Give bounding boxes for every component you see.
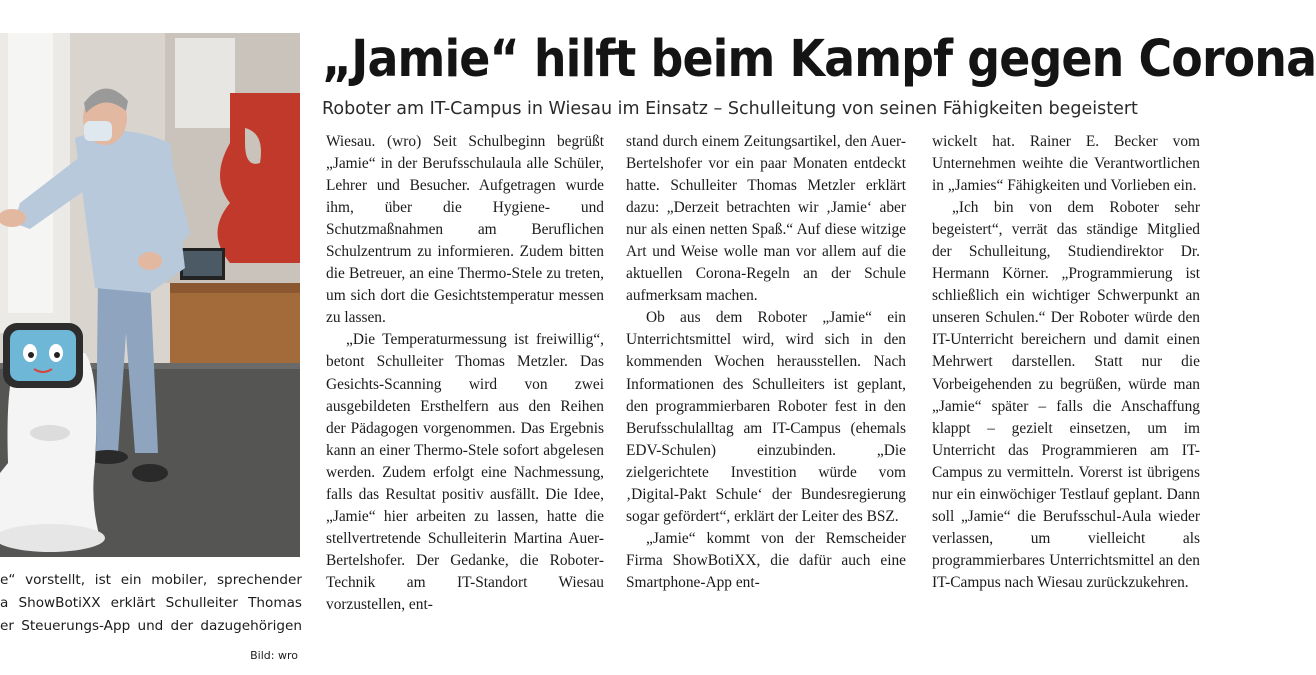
paragraph: wickelt hat. Rainer E. Becker vom Unternehmen weihte die Verantwortlichen in „Jamies“ Fähigkeiten und Vorlieben ein. (932, 133, 1200, 195)
caption-line: er Steuerungs-App und der dazugehörigen (0, 618, 302, 634)
photo-caption (0, 569, 302, 638)
caption-line: a ShowBotiXX erklärt Schulleiter Thomas (0, 595, 302, 611)
headline: „Jamie“ hilft beim Kampf gegen Corona (322, 30, 1316, 89)
paragraph: „Jamie“ kommt von der Remscheider Firma ShowBotiXX, die dafür auch eine Smartphone-App ent- (626, 529, 906, 591)
photo-credit: Bild: wro (250, 649, 298, 662)
paragraph: Ob aus dem Roboter „Jamie“ ein Unterrichtsmittel wird, wird sich in den kommenden Wochen herausstellen. Nach Informationen des Schulleiters ist geplant, den programmierbaren Roboter fest in den Berufsschulalltag am IT-Campus (ehemals EDV-Schulen) einzubinden. „Die zielgerichtete Investition würde vom ‚Digital-Pakt Schule‘ der Bundesregierung sogar gefördert“, erklärt der Leiter des BSZ. (626, 309, 906, 525)
caption-line: e“ vorstellt, ist ein mobiler, sprechender (0, 572, 302, 588)
photo-robot-and-teacher (0, 33, 300, 557)
paragraph: stand durch einem Zeitungsartikel, den Auer-Bertelshofer vor ein paar Monaten entdeckt hatte. Schulleiter Thomas Metzler erklärt dazu: „Derzeit betrachten wir ‚Jamie‘ aber nur als einen netten Spaß.“ Auf diese witzige Art und Weise wolle man vor allem auf die aktuellen Corona-Regeln an der Schule aufmerksam machen. (626, 133, 906, 305)
paragraph: „Ich bin von dem Roboter sehr begeistert“, verrät das ständige Mitglied der Schulleitung, Studiendirektor Dr. Hermann Körner. „Programmierung ist schließlich ein wichtiger Schwerpunkt an unseren Schulen.“ Der Roboter würde den IT-Unterricht bereichern und damit einen Mehrwert darstellen. Statt nur die Vorbeigehenden zu begrüßen, würde man „Jamie“ später – falls die Anschaffung klappt – gezielt einsetzen, um im Unterricht das Programmieren am IT-Campus zu vermitteln. Vorerst ist übrigens nur ein einwöchiger Testlauf geplant. Dann soll „Jamie“ die Berufsschul-Aula wieder verlassen, um vielleicht als programmierbares Unterrichtsmittel an den IT-Campus nach Wiesau zurückzukehren. (932, 199, 1200, 591)
article-column-1 (326, 131, 604, 651)
paragraph: Wiesau. (wro) Seit Schulbeginn begrüßt „Jamie“ in der Berufsschulaula alle Schüler, Lehrer und Besucher. Aufgetragen wurde ihm, über die Hygiene- und Schutzmaßnahmen am Beruflichen Schulzentrum zu informieren. Zudem bitten die Betreuer, an eine Thermo-Stele zu treten, um sich dort die Gesichtstemperatur messen zu lassen. (326, 133, 604, 327)
subheadline: Roboter am IT-Campus in Wiesau im Einsatz – Schulleitung von seinen Fähigkeiten begeistert (322, 99, 1138, 119)
article-column-2 (626, 131, 906, 651)
article-photo (0, 33, 300, 557)
paragraph: „Die Temperaturmessung ist freiwillig“, betont Schulleiter Thomas Metzler. Das Gesichts-Scanning wird von zwei ausgebildeten Ersthelfern aus den Reihen der Pädagogen vorgenommen. Das Ergebnis kann an einer Thermo-Stele sofort abgelesen werden. Zudem erfolgt eine Nachmessung, falls das Resultat positiv ausfällt. Die Idee, „Jamie“ hier arbeiten zu lassen, hatte die stellvertretende Schulleiterin Martina Auer-Bertelshofer. Der Gedanke, die Roboter-Technik am IT-Standort Wiesau vorzustellen, ent- (326, 331, 604, 613)
article-column-3 (932, 131, 1200, 651)
